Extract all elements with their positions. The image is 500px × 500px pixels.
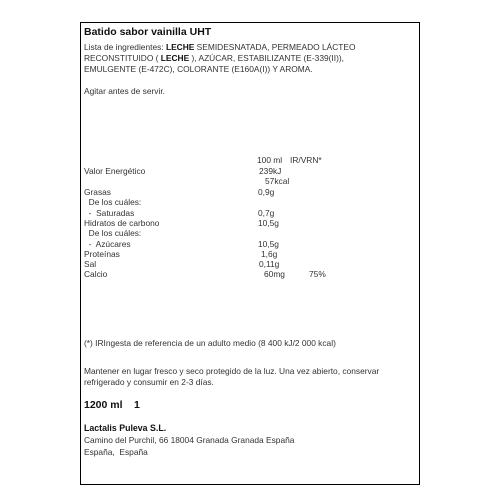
company-address: Camino del Purchil, 66 18004 Granada Granada España <box>84 435 295 445</box>
nutrition-label-carbs: Hidratos de carbono <box>84 218 160 228</box>
nutrition-header-ir: IR/VRN* <box>290 155 322 165</box>
company-name: Lactalis Puleva S.L. <box>84 423 167 433</box>
company-country: España, España <box>84 447 148 457</box>
nutrition-value-fat: 0,9g <box>258 187 275 197</box>
nutrition-label-salt: Sal <box>84 259 97 269</box>
nutrition-value-saturated: 0,7g <box>258 208 275 218</box>
nutrition-value-salt: 0,11g <box>259 259 280 269</box>
ingredient-text: SEMIDESNATADA, PERMEADO LÁCTEO <box>196 42 356 52</box>
ingredients-label: Lista de ingredientes: <box>84 42 164 52</box>
nutrition-label-protein: Proteínas <box>84 249 120 259</box>
nutrition-label-sugars: - Azúcares <box>84 239 131 249</box>
nutrition-value-calcium: 60mg <box>264 269 285 279</box>
nutrition-footnote: (*) IRIngesta de referencia de un adulto medio (8 400 kJ/2 000 kcal) <box>84 338 336 348</box>
nutrition-label-energy: Valor Energético <box>84 166 146 176</box>
package-size: 1200 ml <box>84 399 123 411</box>
nutrition-value-sugars: 10,5g <box>258 239 279 249</box>
nutrition-label-calcium: Calcio <box>84 269 108 279</box>
storage-line-2: refrigerado y consumir en 2-3 días. <box>84 377 214 387</box>
ingredients-line-1 <box>84 42 416 53</box>
nutrition-value-carbs: 10,5g <box>258 218 279 228</box>
ingredients-list <box>84 42 416 75</box>
product-info-sheet <box>80 22 420 485</box>
product-title: Batido sabor vainilla UHT <box>84 26 212 38</box>
nutrition-label-of-which: De los cuáles: <box>84 228 142 238</box>
ingredients-line-3: EMULGENTE (E-472C), COLORANTE (E160A(I)) Y AROMA. <box>84 64 313 74</box>
instructions-text: Agitar antes de servir. <box>84 86 165 96</box>
nutrition-label-saturated: - Saturadas <box>84 208 135 218</box>
ingredient-text: RECONSTITUIDO ( <box>84 53 159 63</box>
ingredients-line-2 <box>84 53 416 64</box>
nutrition-ir-calcium: 75% <box>309 269 326 279</box>
ingredient-allergen: LECHE <box>160 53 190 63</box>
nutrition-header-per: 100 ml <box>257 155 283 165</box>
package-count: 1 <box>134 399 140 411</box>
nutrition-value-energy-kcal: 57kcal <box>265 176 290 186</box>
nutrition-label-fat: Grasas <box>84 187 111 197</box>
ingredient-text: ), AZÚCAR, ESTABILIZANTE (E-339(II)), <box>191 53 344 63</box>
ingredient-allergen: LECHE <box>165 42 195 52</box>
nutrition-value-energy-kj: 239kJ <box>259 166 282 176</box>
nutrition-label-of-which: De los cuáles: <box>84 197 142 207</box>
nutrition-value-protein: 1,6g <box>261 249 278 259</box>
storage-line-1: Mantener en lugar fresco y seco protegido de la luz. Una vez abierto, conservar <box>84 366 380 376</box>
